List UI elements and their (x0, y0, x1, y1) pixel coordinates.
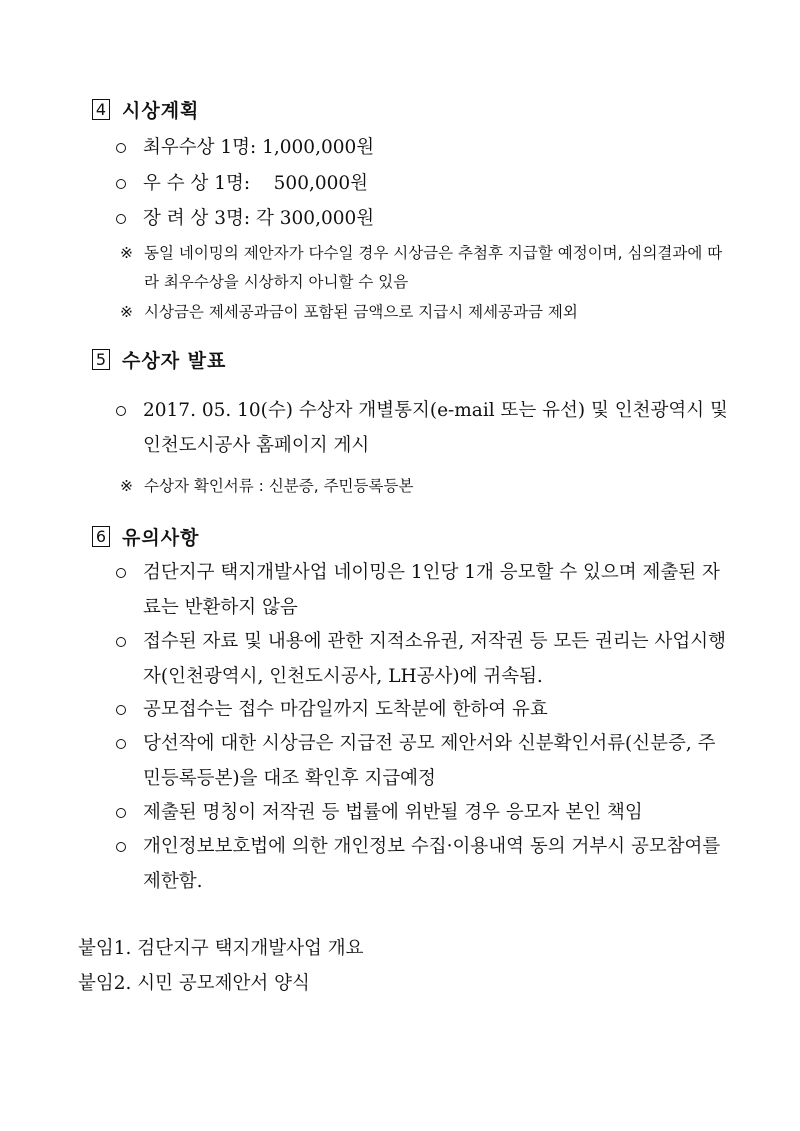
note-text: 시상금은 제세공과금이 포함된 금액으로 지급시 제세공과금 제외 (144, 303, 578, 321)
note (120, 239, 730, 297)
list-item-text: 최우수상 1명: 1,000,000원 (143, 137, 375, 158)
list-item (116, 795, 728, 830)
section-4-heading (92, 96, 199, 123)
list-item (116, 829, 728, 899)
list-item (116, 201, 728, 236)
section-number-box: 4 (92, 99, 110, 120)
list-item-text: 개인정보보호법에 의한 개인정보 수집·이용내역 동의 거부시 공모참여를 제한함. (143, 836, 721, 892)
list-item-text: 접수된 자료 및 내용에 관한 지적소유권, 저작권 등 모든 권리는 사업시행자(인천광역시, 인천도시공사, LH공사)에 귀속됨. (143, 631, 726, 687)
circle-bullet-icon (116, 179, 126, 189)
list-item (116, 726, 728, 796)
attachment-line: 붙임2. 시민 공모제안서 양식 (78, 973, 310, 994)
section-title: 유의사항 (122, 527, 200, 549)
section-title: 시상계획 (122, 100, 200, 122)
circle-bullet-icon (116, 143, 126, 153)
list-item-text: 장 려 상 3명: 각 300,000원 (143, 208, 375, 229)
section-title: 수상자 발표 (122, 350, 227, 372)
circle-bullet-icon (116, 568, 126, 578)
list-item (116, 130, 728, 165)
attachment-line: 붙임1. 검단지구 택지개발사업 개요 (78, 938, 364, 959)
list-item (116, 624, 728, 694)
list-item-text: 공모접수는 접수 마감일까지 도착분에 한하여 유효 (143, 699, 548, 720)
list-item (116, 555, 728, 625)
note-text: 동일 네이밍의 제안자가 다수일 경우 시상금은 추첨후 지급할 예정이며, 심의결과에 따라 최우수상을 시상하지 아니할 수 있음 (144, 244, 723, 291)
circle-bullet-icon (116, 739, 126, 749)
note (120, 298, 730, 327)
list-item (116, 166, 728, 201)
circle-bullet-icon (116, 637, 126, 647)
circle-bullet-icon (116, 842, 126, 852)
list-item-text: 검단지구 택지개발사업 네이밍은 1인당 1개 응모할 수 있으며 제출된 자료는 반환하지 않음 (143, 562, 720, 618)
note (120, 472, 730, 501)
section-number-box: 5 (92, 349, 110, 370)
reference-mark-icon: ※ (120, 244, 133, 262)
list-item-text: 당선작에 대한 시상금은 지급전 공모 제안서와 신분확인서류(신분증, 주민등록등본)을 대조 확인후 지급예정 (143, 733, 716, 789)
list-item-text: 제출된 명칭이 저작권 등 법률에 위반될 경우 응모자 본인 책임 (143, 802, 643, 823)
section-number-box: 6 (92, 526, 110, 547)
circle-bullet-icon (116, 705, 126, 715)
circle-bullet-icon (116, 808, 126, 818)
list-item (116, 692, 728, 727)
list-item-text: 2017. 05. 10(수) 수상자 개별통지(e-mail 또는 유선) 및 인천광역시 및 인천도시공사 홈페이지 게시 (143, 400, 728, 456)
circle-bullet-icon (116, 406, 126, 416)
circle-bullet-icon (116, 214, 126, 224)
section-5-heading (92, 346, 226, 373)
section-6-heading (92, 523, 199, 550)
list-item (116, 393, 728, 463)
reference-mark-icon: ※ (120, 303, 133, 321)
list-item-text: 우 수 상 1명: 500,000원 (143, 173, 369, 194)
note-text: 수상자 확인서류 : 신분증, 주민등록등본 (144, 477, 414, 495)
reference-mark-icon: ※ (120, 477, 133, 495)
